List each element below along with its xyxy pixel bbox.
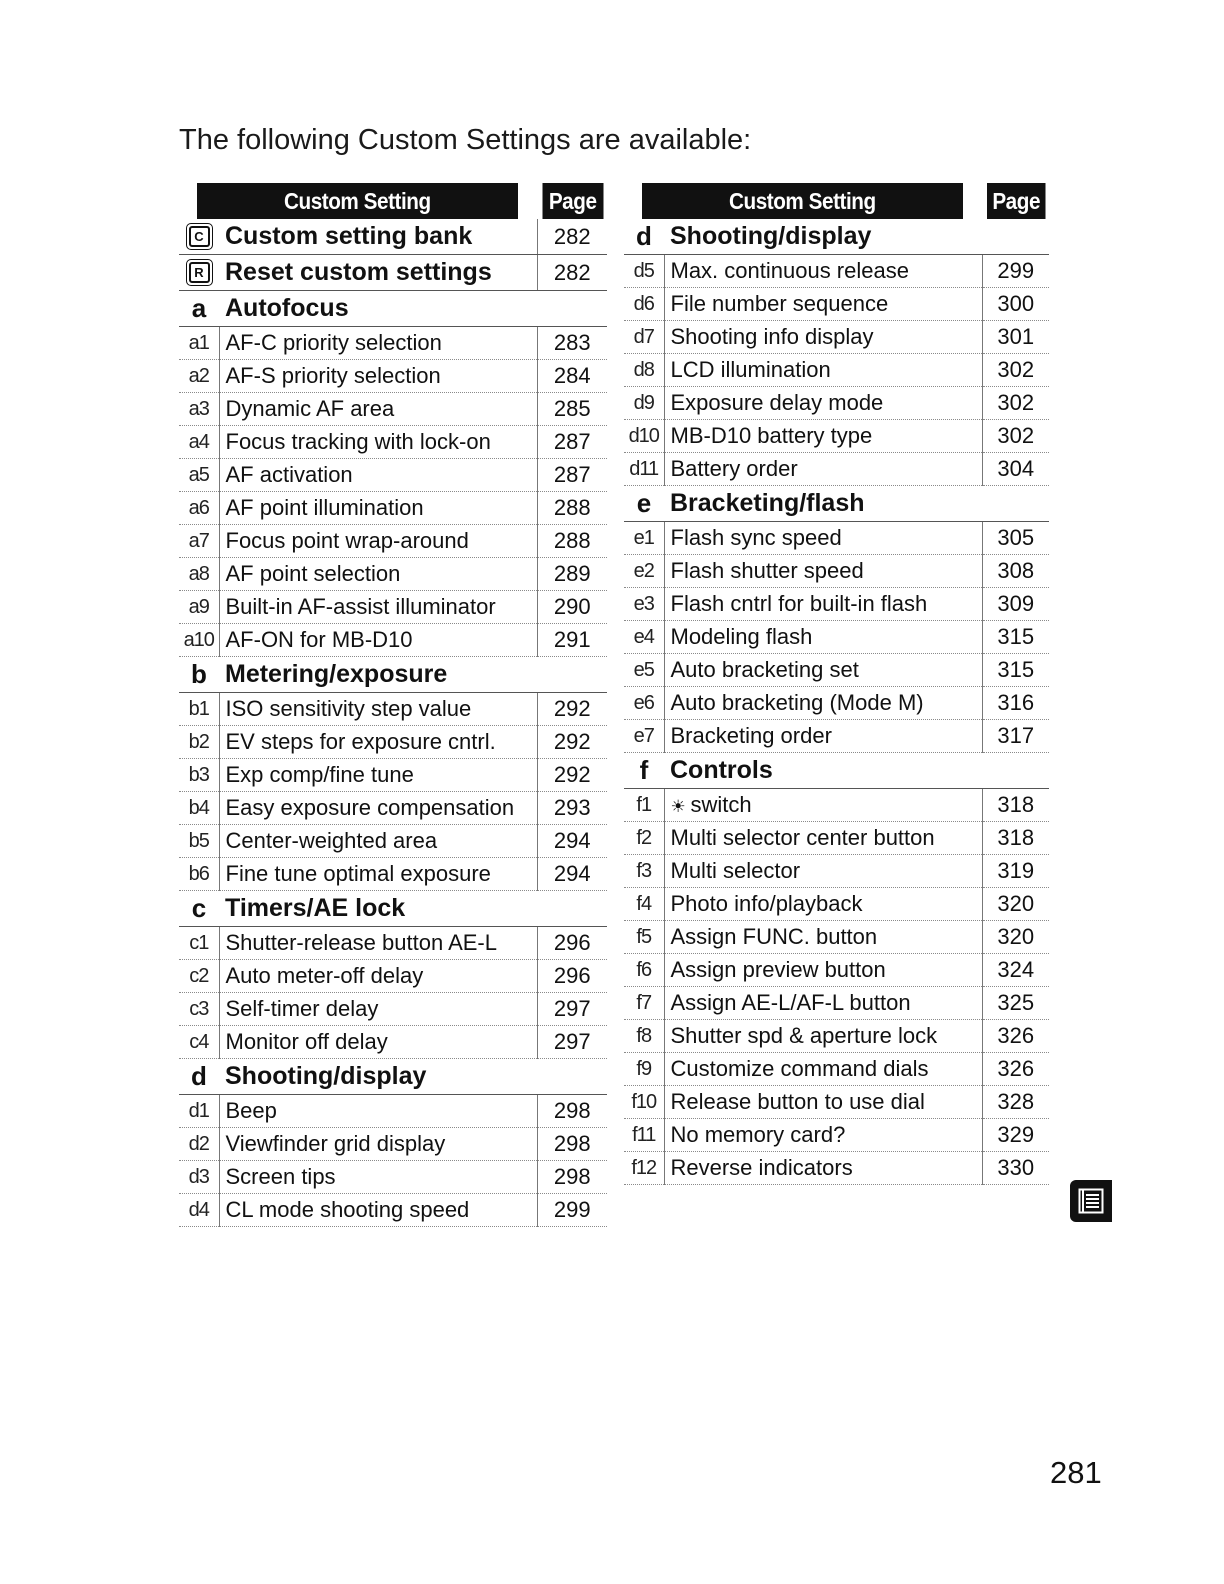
setting-code: f1 [624,789,664,822]
setting-page: 299 [537,1194,607,1227]
setting-page: 292 [537,726,607,759]
setting-page: 328 [982,1086,1049,1119]
setting-page: 309 [982,588,1049,621]
setting-page: 296 [537,960,607,993]
setting-code: e3 [624,588,664,621]
table-row [624,789,1049,822]
setting-name: Focus point wrap-around [219,525,537,558]
setting-code: d11 [624,453,664,486]
table-row [179,792,607,825]
table-row [179,426,607,459]
table-row [179,726,607,759]
table-row [624,588,1049,621]
setting-page: 297 [537,993,607,1026]
setting-page: 300 [982,288,1049,321]
setting-page: 298 [537,1095,607,1128]
setting-page: 320 [982,888,1049,921]
setting-page: 285 [537,393,607,426]
setting-name: Flash cntrl for built-in flash [664,588,982,621]
setting-code: a1 [179,327,219,360]
table-row [179,1194,607,1227]
group-label: Reset custom settings [219,255,537,291]
table-row [179,1161,607,1194]
setting-name: Fine tune optimal exposure [219,858,537,891]
setting-code: a8 [179,558,219,591]
setting-page: 326 [982,1020,1049,1053]
table-row [624,321,1049,354]
setting-code: f3 [624,855,664,888]
header-page: Page [985,183,1045,219]
setting-name: Focus tracking with lock-on [219,426,537,459]
setting-page: 324 [982,954,1049,987]
setting-code: d3 [179,1161,219,1194]
table-row [624,255,1049,288]
table-row [624,921,1049,954]
custom-settings-table-right [624,183,1049,1185]
setting-page: 320 [982,921,1049,954]
setting-page: 304 [982,453,1049,486]
setting-name: Customize command dials [664,1053,982,1086]
setting-code: f9 [624,1053,664,1086]
setting-page: 325 [982,987,1049,1020]
setting-page: 292 [537,693,607,726]
setting-name: Viewfinder grid display [219,1128,537,1161]
setting-code: f7 [624,987,664,1020]
illumination-switch-icon: ☀ [670,797,691,816]
setting-page: 330 [982,1152,1049,1185]
table-row [179,1128,607,1161]
group-page [982,753,1049,789]
setting-code: e2 [624,555,664,588]
setting-name: switch [690,792,752,817]
setting-name: Assign AE-L/AF-L button [664,987,982,1020]
setting-page: 302 [982,354,1049,387]
table-header [179,183,607,219]
table-row [624,654,1049,687]
setting-page: 287 [537,426,607,459]
setting-page: 318 [982,822,1049,855]
group-label: Autofocus [219,291,537,327]
menu-group-row [179,255,607,291]
setting-code: b1 [179,693,219,726]
setting-name: MB-D10 battery type [664,420,982,453]
setting-name: Flash shutter speed [664,555,982,588]
menu-group-row [624,486,1049,522]
setting-code: c1 [179,927,219,960]
setting-name: Easy exposure compensation [219,792,537,825]
setting-code: b3 [179,759,219,792]
group-code: c [179,891,219,927]
setting-name: Center-weighted area [219,825,537,858]
table-row [624,1119,1049,1152]
group-label: Metering/exposure [219,657,537,693]
setting-name: Built-in AF-assist illuminator [219,591,537,624]
setting-code: c4 [179,1026,219,1059]
setting-name: Photo info/playback [664,888,982,921]
table-row [624,855,1049,888]
setting-name: EV steps for exposure cntrl. [219,726,537,759]
setting-page: 287 [537,459,607,492]
menu-group-row [624,219,1049,255]
setting-name: AF-S priority selection [219,360,537,393]
table-row [179,993,607,1026]
group-label: Custom setting bank [219,219,537,255]
setting-name: AF-ON for MB-D10 [219,624,537,657]
setting-page: 317 [982,720,1049,753]
setting-name: Multi selector [664,855,982,888]
setting-page: 284 [537,360,607,393]
group-page [537,657,607,693]
table-row [624,288,1049,321]
setting-name: Battery order [664,453,982,486]
table-row [179,693,607,726]
menu-group-row [624,753,1049,789]
table-row [624,987,1049,1020]
setting-page: 291 [537,624,607,657]
table-row [624,687,1049,720]
table-row [624,954,1049,987]
table-row [179,1095,607,1128]
setting-code: d10 [624,420,664,453]
table-row [624,354,1049,387]
setting-name: Self-timer delay [219,993,537,1026]
group-code: b [179,657,219,693]
header-custom-setting: Custom Setting [642,183,964,219]
setting-name: Auto meter-off delay [219,960,537,993]
setting-name: File number sequence [664,288,982,321]
table-header [624,183,1049,219]
setting-name: Release button to use dial [664,1086,982,1119]
group-label: Timers/AE lock [219,891,537,927]
setting-page: 288 [537,525,607,558]
table-row [179,492,607,525]
setting-code: e4 [624,621,664,654]
table-row [179,927,607,960]
setting-code: a5 [179,459,219,492]
setting-page: 293 [537,792,607,825]
group-page [982,486,1049,522]
setting-name: LCD illumination [664,354,982,387]
custom-settings-table-left [179,183,607,1227]
reset-icon [179,255,219,291]
setting-page: 318 [982,789,1049,822]
group-page [537,891,607,927]
setting-page: 301 [982,321,1049,354]
setting-code: f6 [624,954,664,987]
setting-page: 288 [537,492,607,525]
group-page [982,219,1049,255]
setting-name: Multi selector center button [664,822,982,855]
setting-name: ISO sensitivity step value [219,693,537,726]
group-code: d [624,219,664,255]
custom-bank-icon [179,219,219,255]
setting-page: 290 [537,591,607,624]
setting-code: d1 [179,1095,219,1128]
table-row [624,1053,1049,1086]
setting-code: f11 [624,1119,664,1152]
setting-code: b5 [179,825,219,858]
setting-code: c2 [179,960,219,993]
setting-name: Auto bracketing set [664,654,982,687]
intro-text: The following Custom Settings are available: [179,124,752,156]
table-row [179,858,607,891]
setting-page: 283 [537,327,607,360]
table-row [179,558,607,591]
table-row [179,1026,607,1059]
setting-page: 329 [982,1119,1049,1152]
setting-name: Screen tips [219,1161,537,1194]
setting-page: 298 [537,1161,607,1194]
setting-name: No memory card? [664,1119,982,1152]
group-code: e [624,486,664,522]
menu-group-row [179,291,607,327]
setting-code: f10 [624,1086,664,1119]
menu-group-row [179,891,607,927]
setting-name: Shutter-release button AE-L [219,927,537,960]
setting-page: 292 [537,759,607,792]
setting-code: c3 [179,993,219,1026]
setting-name: Shutter spd & aperture lock [664,1020,982,1053]
table-row [624,1152,1049,1185]
setting-name: AF point selection [219,558,537,591]
setting-page: 308 [982,555,1049,588]
menu-group-row [179,219,607,255]
setting-code: f2 [624,822,664,855]
setting-code: d8 [624,354,664,387]
setting-code: f5 [624,921,664,954]
setting-page: 299 [982,255,1049,288]
setting-code: e5 [624,654,664,687]
setting-page: 298 [537,1128,607,1161]
group-page: 282 [537,219,607,255]
setting-name: Beep [219,1095,537,1128]
table-row [624,555,1049,588]
setting-name: CL mode shooting speed [219,1194,537,1227]
group-page: 282 [537,255,607,291]
setting-name: Exposure delay mode [664,387,982,420]
table-row [624,453,1049,486]
setting-name: Modeling flash [664,621,982,654]
table-row [624,720,1049,753]
menu-group-row [179,657,607,693]
group-label: Shooting/display [219,1059,537,1095]
setting-page: 315 [982,654,1049,687]
table-row [179,591,607,624]
setting-page: 294 [537,825,607,858]
group-code: f [624,753,664,789]
setting-name: Max. continuous release [664,255,982,288]
setting-code: a3 [179,393,219,426]
setting-name: Auto bracketing (Mode M) [664,687,982,720]
setting-name: Reverse indicators [664,1152,982,1185]
setting-code: a10 [179,624,219,657]
group-code: d [179,1059,219,1095]
setting-code: a9 [179,591,219,624]
setting-name: AF point illumination [219,492,537,525]
table-row [624,621,1049,654]
group-page [537,291,607,327]
setting-code: d9 [624,387,664,420]
setting-code: e1 [624,522,664,555]
setting-page: 289 [537,558,607,591]
table-row [179,525,607,558]
setting-name: Assign FUNC. button [664,921,982,954]
setting-name: Assign preview button [664,954,982,987]
table-row [179,327,607,360]
setting-name: Monitor off delay [219,1026,537,1059]
setting-code: b2 [179,726,219,759]
setting-name: Shooting info display [664,321,982,354]
table-row [624,822,1049,855]
setting-page: 326 [982,1053,1049,1086]
setting-name: Bracketing order [664,720,982,753]
setting-code: e6 [624,687,664,720]
setting-name: Dynamic AF area [219,393,537,426]
setting-page: 302 [982,387,1049,420]
setting-code: b6 [179,858,219,891]
table-row [179,960,607,993]
setting-code: d5 [624,255,664,288]
table-row [179,624,607,657]
setting-code: f12 [624,1152,664,1185]
setting-code: a7 [179,525,219,558]
group-page [537,1059,607,1095]
setting-name: AF-C priority selection [219,327,537,360]
setting-page: 316 [982,687,1049,720]
setting-code: a4 [179,426,219,459]
header-page: Page [541,183,604,219]
group-code: a [179,291,219,327]
table-row [624,1020,1049,1053]
header-custom-setting: Custom Setting [197,183,519,219]
setting-page: 315 [982,621,1049,654]
setting-page: 297 [537,1026,607,1059]
table-row [179,360,607,393]
setting-code: d2 [179,1128,219,1161]
setting-code: b4 [179,792,219,825]
setting-name: Exp comp/fine tune [219,759,537,792]
setting-page: 305 [982,522,1049,555]
setting-page: 296 [537,927,607,960]
setting-code: f4 [624,888,664,921]
table-row [179,759,607,792]
table-row [179,825,607,858]
table-row [624,522,1049,555]
setting-name: AF activation [219,459,537,492]
table-row [624,1086,1049,1119]
menu-group-row [179,1059,607,1095]
setting-name: Flash sync speed [664,522,982,555]
group-label: Bracketing/flash [664,486,982,522]
group-label: Shooting/display [664,219,982,255]
setting-page: 294 [537,858,607,891]
menu-list-icon [1070,1180,1112,1222]
page-number: 281 [1050,1455,1102,1490]
setting-code: d6 [624,288,664,321]
setting-code: a2 [179,360,219,393]
setting-name-cell [664,789,982,822]
group-label: Controls [664,753,982,789]
table-row [624,387,1049,420]
setting-page: 302 [982,420,1049,453]
table-row [624,888,1049,921]
table-row [179,459,607,492]
setting-code: d4 [179,1194,219,1227]
setting-code: e7 [624,720,664,753]
setting-code: f8 [624,1020,664,1053]
setting-code: a6 [179,492,219,525]
group-code: C [189,226,210,247]
setting-code: d7 [624,321,664,354]
group-code: R [189,262,210,283]
table-row [624,420,1049,453]
table-row [179,393,607,426]
setting-page: 319 [982,855,1049,888]
